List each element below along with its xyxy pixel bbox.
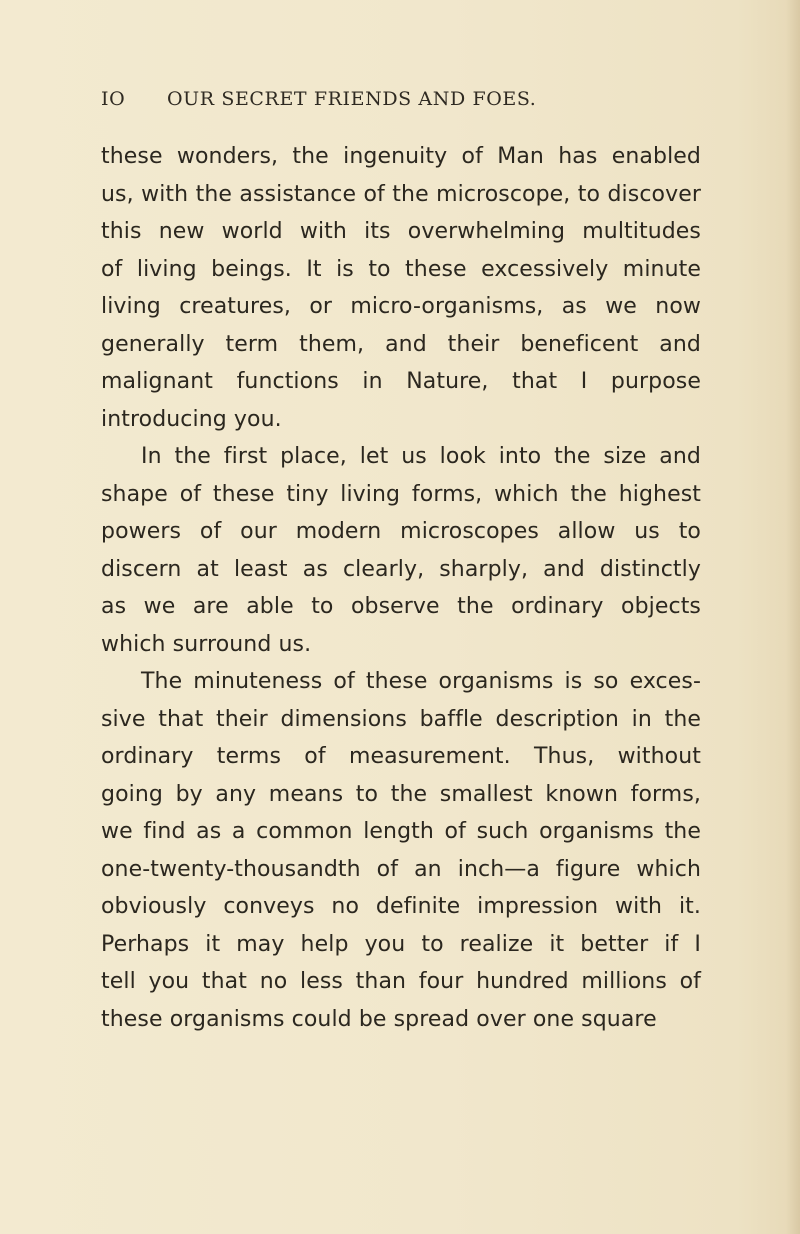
text-line: shape of these tiny living forms, which the highest xyxy=(101,481,701,507)
page-number: IO xyxy=(101,88,126,110)
text-line: introducing you. xyxy=(101,406,282,432)
text-line: malignant functions in Nature, that I purpose xyxy=(101,369,701,394)
text-line: as we are able to observe the ordinary objects xyxy=(101,594,701,619)
text-line: generally term them, and their beneficent and xyxy=(101,331,701,357)
text-line: obviously conveys no definite impression with it. xyxy=(101,894,701,919)
text-line: sive that their dimensions baffle description in the xyxy=(101,706,701,732)
text-line: living creatures, or micro-organisms, as we now xyxy=(101,294,701,319)
paragraph-2 xyxy=(101,438,701,663)
paragraph-1 xyxy=(101,138,701,438)
text-line: one-twenty-thousandth of an inch—a figure which xyxy=(101,856,701,882)
text-line: discern at least as clearly, sharply, and distinctly xyxy=(101,556,701,582)
running-title: OUR SECRET FRIENDS AND FOES. xyxy=(167,88,537,110)
running-head xyxy=(101,88,661,110)
text-line: which surround us. xyxy=(101,631,312,657)
text-line: powers of our modern microscopes allow us to xyxy=(101,519,701,544)
text-line: these organisms could be spread over one square xyxy=(101,1006,657,1032)
body-text xyxy=(101,138,701,1038)
text-line: these wonders, the ingenuity of Man has enabled xyxy=(101,144,701,169)
text-line: The minuteness of these organisms is so exces- xyxy=(141,669,701,694)
text-line: ordinary terms of measurement. Thus, without xyxy=(101,744,701,769)
page-edge-shadow xyxy=(786,0,800,1234)
text-line: tell you that no less than four hundred millions of xyxy=(101,969,701,994)
text-line: of living beings. It is to these excessively minute xyxy=(101,256,701,282)
text-line: going by any means to the smallest known forms, xyxy=(101,781,701,807)
text-line: In the first place, let us look into the size and xyxy=(141,444,701,469)
text-line: we find as a common length of such organisms the xyxy=(101,819,701,844)
paragraph-3 xyxy=(101,663,701,1038)
text-line: this new world with its overwhelming multitudes xyxy=(101,219,701,244)
text-line: Perhaps it may help you to realize it better if I xyxy=(101,931,701,957)
text-line: us, with the assistance of the microscope, to discover xyxy=(101,181,701,207)
